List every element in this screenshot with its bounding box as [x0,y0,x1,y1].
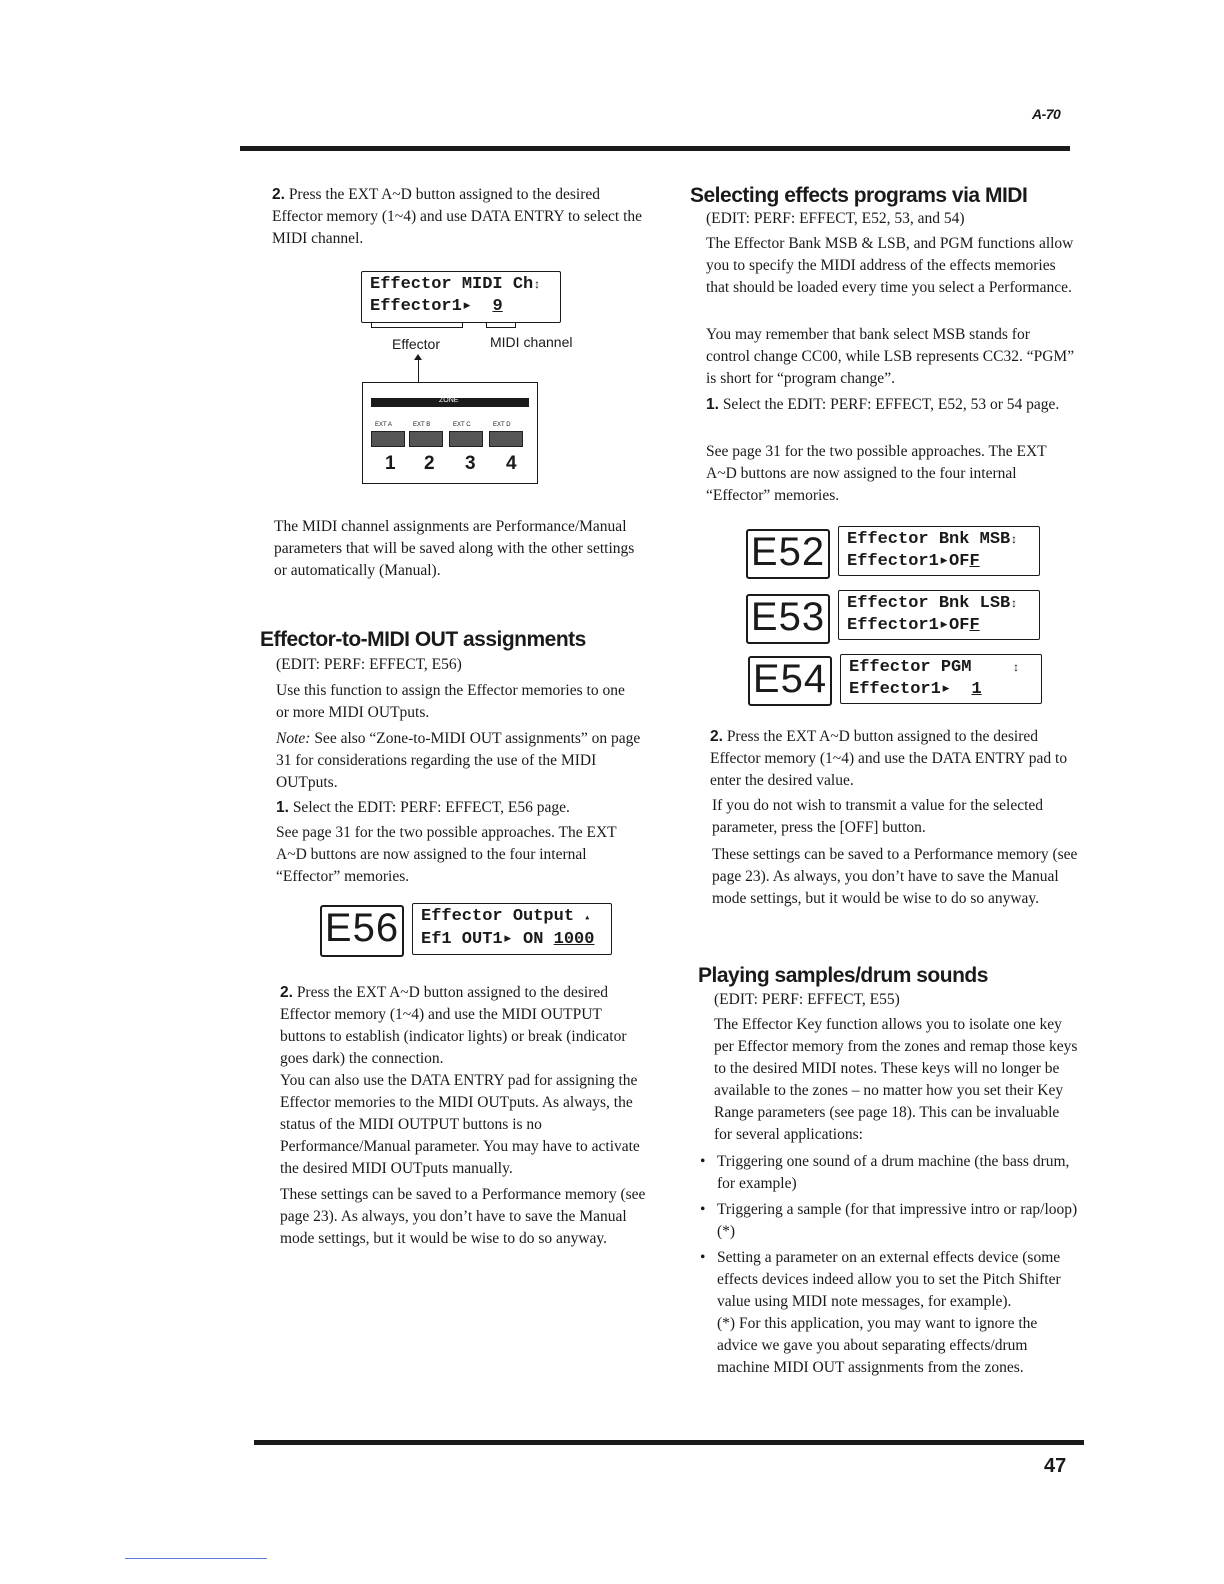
up-arrow-icon: ▴ [584,913,591,924]
zone-bar [371,398,529,407]
lcd-line-1: Effector Output [421,907,575,926]
step-number: 1. [276,799,289,816]
note-label: Note: [276,730,311,747]
lcd-value: 9 [492,297,503,316]
lcd-line-1: Effector Bnk LSB [847,594,1011,613]
lcd-midi-channel [361,271,561,323]
e53-badge: E53 [746,594,830,644]
e52-badge: E52 [746,529,830,579]
edit-path-e56: (EDIT: PERF: EFFECT, E56) [276,656,462,673]
note-text: See also “Zone-to-MIDI OUT assignments” on page 31 for considerations regarding the use of the MIDI OUTputs. [276,730,641,791]
up-arrow-icon [414,354,422,360]
ext-d-label: EXT D [493,422,511,428]
effector-bracket [371,323,463,328]
ext-a-button [371,431,405,447]
right-save-paragraph: These settings can be saved to a Performance memory (see page 23). As always, you don’t have to save the Manual mode settings, but it would be wise to do so anyway. [712,846,1078,907]
up-down-arrow-icon: ↕ [533,278,541,292]
see-page-paragraph: See page 31 for the two possible approaches. The EXT A~D buttons are now assigned to the four internal “Effector” memories. [276,824,617,885]
lcd-e52 [838,526,1040,576]
up-down-arrow-icon: ↕ [1012,661,1020,675]
left-step-1 [276,797,641,819]
ext-d-button [489,431,523,447]
channel-bracket [486,323,516,328]
key-paragraph: The Effector Key function allows you to isolate one key per Effector memory from the zones and remap those keys to the desired MIDI notes. These keys will no longer be available to the zones – no matter how you set their Key Range parameters (see page 18). This can be invaluable for several applications: [714,1016,1078,1143]
right-see-page-paragraph: See page 31 for the two possible approaches. The EXT A~D buttons are now assigned to the four internal “Effector” memories. [706,443,1047,504]
zone-number-1: 1 [385,453,396,474]
lcd-line-2: Ef1 OUT1▸ ON [421,930,554,949]
lcd-line-2: Effector1▸ [849,680,962,699]
left-save-paragraph: These settings can be saved to a Performance memory (see page 23). As always, you don’t have to save the Manual mode settings, but it would be wise to do so anyway. [280,1186,646,1247]
right-step-1 [706,394,1076,416]
zone-number-4: 4 [506,453,517,474]
list-item [700,1247,1080,1379]
zone-number-3: 3 [465,453,476,474]
heading-selecting-effects: Selecting effects programs via MIDI [690,184,1028,207]
left-step-2b [280,982,645,1070]
zone-title: ZONE [439,397,459,404]
ext-a-label: EXT A [375,422,392,428]
step-text: Select the EDIT: PERF: EFFECT, E56 page. [288,799,570,816]
note-paragraph [276,728,641,794]
ext-b-button [409,431,443,447]
label-midi-channel: MIDI channel [490,334,573,350]
lcd-line-2: Effector1▸OF [847,616,970,635]
use-paragraph: Use this function to assign the Effector memories to one or more MIDI OUTputs. [276,682,625,721]
lcd-value: 1000 [553,930,595,949]
ext-b-label: EXT B [413,422,431,428]
heading-effector-to-midi-out: Effector-to-MIDI OUT assignments [260,628,586,651]
lcd-line-1: Effector MIDI Ch [370,275,534,294]
midi-assign-paragraph: The MIDI channel assignments are Performance/Manual parameters that will be saved along with the other settings or automatically (Manual). [274,518,635,579]
edit-path-e55: (EDIT: PERF: EFFECT, E55) [714,991,900,1008]
list-item: • Triggering a sample (for that impressive intro or rap/loop) (*) [700,1199,1080,1243]
step-text: Select the EDIT: PERF: EFFECT, E52, 53 or 54 page. [718,396,1060,413]
lcd-line-2: Effector1▸ [370,297,483,316]
lcd-value: F [969,552,980,571]
lcd-e53 [838,590,1040,640]
zone-number-2: 2 [424,453,435,474]
lcd-line-1: Effector PGM [849,658,972,677]
remember-paragraph: You may remember that bank select MSB stands for control change CC00, while LSB represents CC32. “PGM” is short for “program change”. [706,326,1075,387]
lcd-e56 [412,903,612,955]
step-text: Press the EXT A~D button assigned to the desired Effector memory (1~4) and use the DATA ENTRY pad to enter the desired value. [710,728,1068,789]
lcd-line-2: Effector1▸OF [847,552,970,571]
bottom-rule [254,1440,1084,1445]
lcd-value: 1 [971,680,982,699]
step-text: Press the EXT A~D button assigned to the desired Effector memory (1~4) and use the MIDI OUTPUT buttons to establish (indicator lights) or break (indicator goes dark) the connection. [280,984,627,1067]
e56-badge: E56 [320,905,404,957]
link-underline [125,1558,267,1559]
page-number: 47 [1044,1455,1067,1477]
lcd-line-1: Effector Bnk MSB [847,530,1011,549]
top-rule [240,146,1070,151]
footnote: (*) For this application, you may want to ignore the advice we gave you about separating effects/drum machine MIDI OUT assignments from the zones. [717,1315,1038,1376]
zone-panel [362,382,538,484]
label-effector: Effector [392,336,440,352]
step-text: Press the EXT A~D button assigned to the desired Effector memory (1~4) and use DATA ENTRY to select the MIDI channel. [272,186,643,247]
bank-paragraph: The Effector Bank MSB & LSB, and PGM functions allow you to specify the MIDI address of the effects memories that should be loaded every time you select a Performance. [706,235,1074,296]
step-number: 2. [280,984,293,1001]
up-down-arrow-icon: ↕ [1010,533,1018,547]
off-paragraph: If you do not wish to transmit a value for the selected parameter, press the [OFF] button. [712,797,1044,836]
list-item-text: Setting a parameter on an external effects device (some effects devices indeed allow you to set the Pitch Shifter value using MIDI note messages, for example). [717,1249,1061,1310]
left-step-2 [272,184,642,250]
list-item: • Triggering one sound of a drum machine (the bass drum, for example) [700,1151,1080,1195]
edit-path-e52: (EDIT: PERF: EFFECT, E52, 53, and 54) [706,210,965,227]
right-step-2 [710,726,1080,792]
step-number: 1. [706,396,719,413]
ext-c-label: EXT C [453,422,471,428]
lcd-value: F [969,616,980,635]
heading-playing-samples: Playing samples/drum sounds [698,964,988,987]
data-entry-paragraph: You can also use the DATA ENTRY pad for assigning the Effector memories to the MIDI OUTputs. As always, the status of the MIDI OUTPUT buttons is no Performance/Manual parameter. You may have to activate the desired MIDI OUTputs manually. [280,1072,640,1177]
document-id: A-70 [1032,106,1061,122]
application-list [700,1151,1080,1383]
ext-c-button [449,431,483,447]
e54-badge: E54 [748,656,832,706]
lcd-e54 [840,654,1042,704]
step-number: 2. [710,728,723,745]
step-number: 2. [272,186,285,203]
up-down-arrow-icon: ↕ [1010,597,1018,611]
